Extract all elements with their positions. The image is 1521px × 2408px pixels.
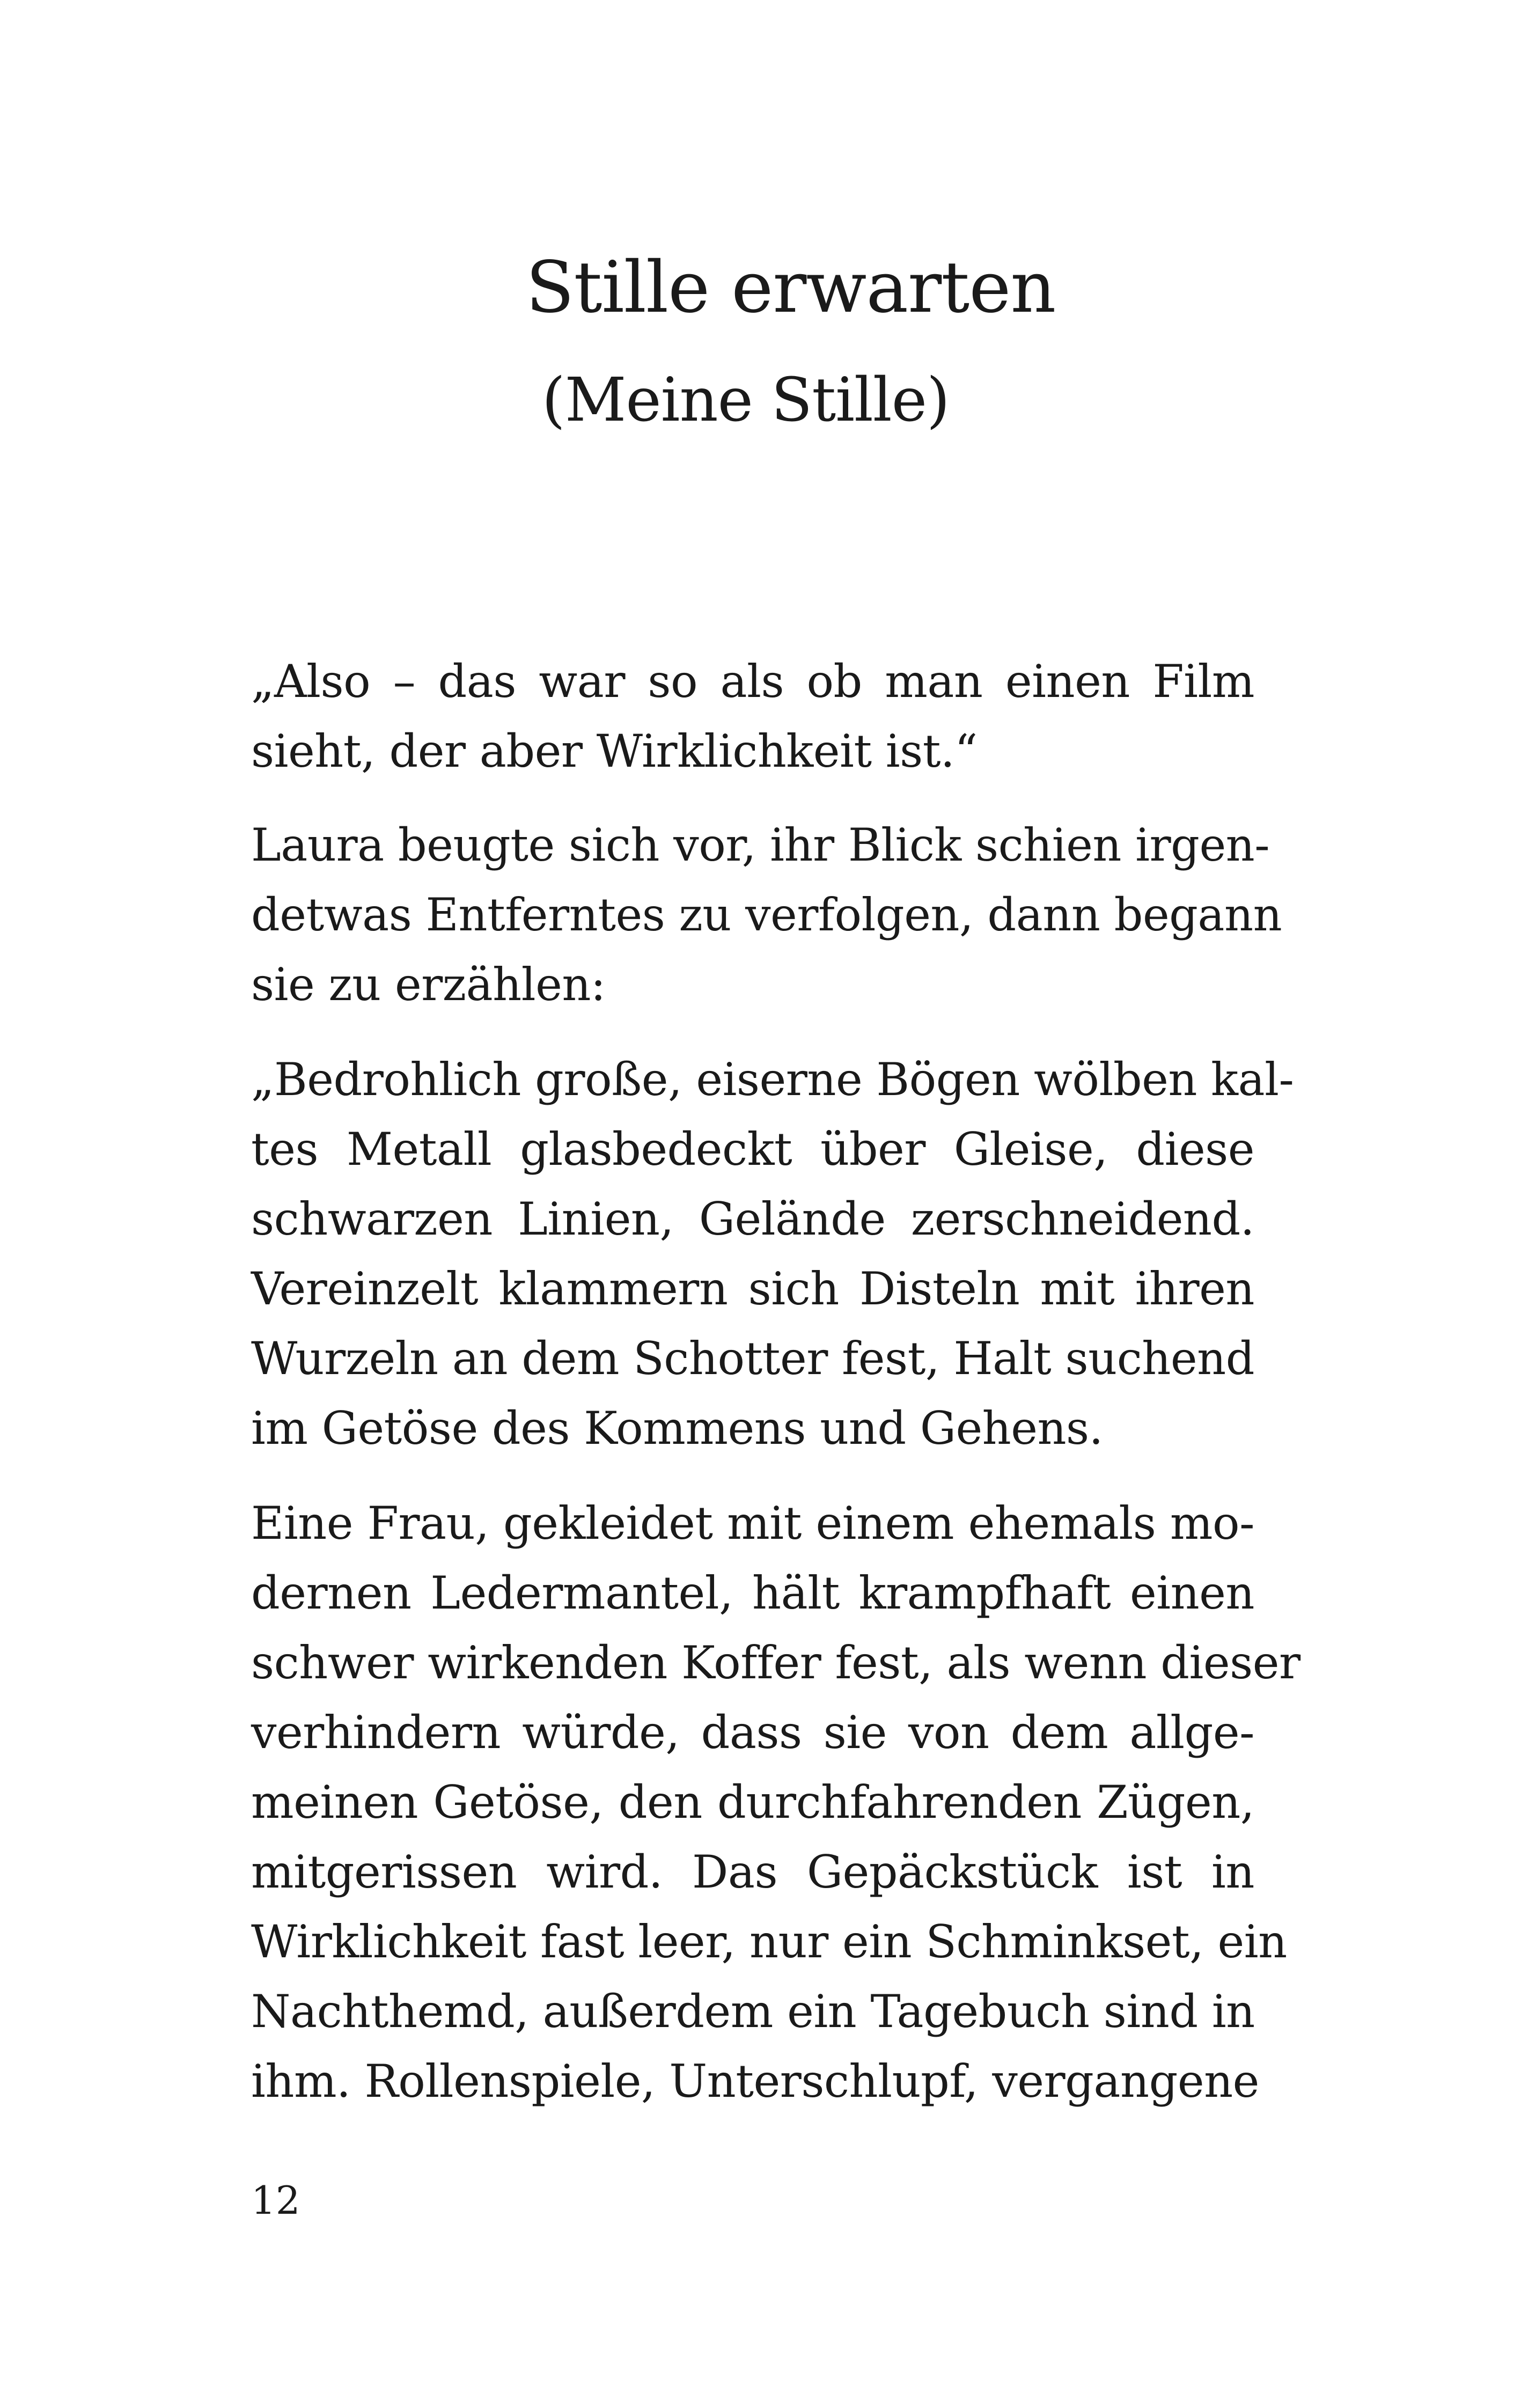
text-line: schwer wirkenden Koffer fest, als wenn dieser <box>251 1636 1300 1689</box>
paragraph-3 <box>251 1045 1294 1463</box>
text-line: dernen Ledermantel, hält krampfhaft einen <box>251 1567 1254 1619</box>
text-line: Vereinzelt klammern sich Disteln mit ihren <box>251 1262 1254 1315</box>
body-text <box>251 647 1300 2116</box>
text-line: verhindern würde, dass sie von dem allge- <box>251 1706 1254 1759</box>
text-line: „Bedrohlich große, eiserne Bögen wölben kal- <box>251 1053 1294 1106</box>
text-line: Wurzeln an dem Schotter fest, Halt suchend <box>251 1332 1254 1385</box>
text-line: schwarzen Linien, Gelände zerschneidend. <box>251 1193 1254 1245</box>
text-line: sieht, der aber Wirklichkeit ist.“ <box>251 725 978 777</box>
text-line: Laura beugte sich vor, ihr Blick schien irgen- <box>251 819 1270 871</box>
paragraph-2 <box>251 810 1282 1019</box>
text-line: Eine Frau, gekleidet mit einem ehemals mo- <box>251 1497 1254 1550</box>
text-line: ihm. Rollenspiele, Unterschlupf, vergangene <box>251 2055 1259 2108</box>
text-line: Nachthemd, außerdem ein Tagebuch sind in <box>251 1985 1255 2038</box>
paragraph-1 <box>251 647 1254 786</box>
text-line: „Also – das war so als ob man einen Film <box>251 655 1254 708</box>
text-line: sie zu erzählen: <box>251 958 606 1011</box>
chapter-subtitle: (Meine Stille) <box>542 365 950 435</box>
text-line: im Getöse des Kommens und Gehens. <box>251 1402 1103 1455</box>
text-line: tes Metall glasbedeckt über Gleise, diese <box>251 1123 1254 1176</box>
text-line: detwas Entferntes zu verfolgen, dann begann <box>251 889 1282 941</box>
page-number: 12 <box>251 2178 300 2223</box>
chapter-title: Stille erwarten <box>526 246 1056 329</box>
text-line: mitgerissen wird. Das Gepäckstück ist in <box>251 1846 1254 1898</box>
paragraph-4 <box>251 1488 1300 2116</box>
text-line: meinen Getöse, den durchfahrenden Zügen, <box>251 1776 1254 1829</box>
text-line: Wirklichkeit fast leer, nur ein Schminkset, ein <box>251 1915 1287 1968</box>
